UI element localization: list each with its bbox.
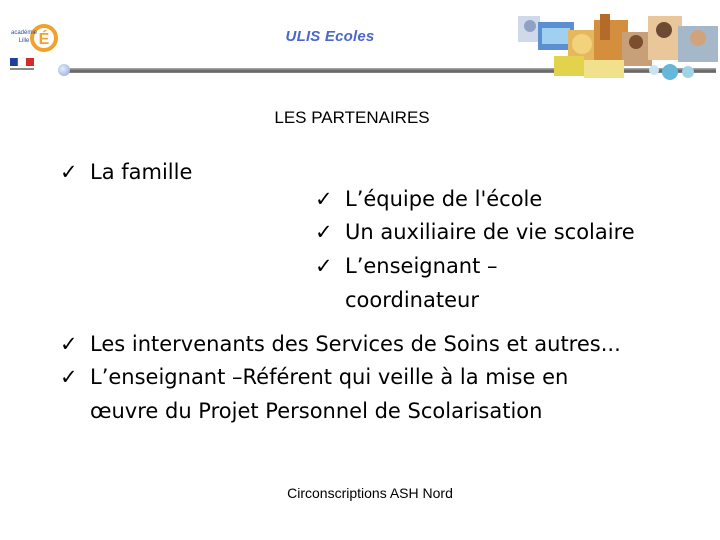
list-item-referent xyxy=(60,360,568,428)
list-item-label: L’enseignant –Référent qui veille à la mise en xyxy=(90,365,569,389)
checkmark-icon: ✓ xyxy=(315,220,333,244)
list-item-continuation: œuvre du Projet Personnel de Scolarisation xyxy=(90,399,543,423)
checkmark-icon: ✓ xyxy=(60,160,78,184)
academie-logo-icon xyxy=(4,14,60,78)
photo-collage-icon xyxy=(518,10,718,82)
list-item-label: Un auxiliaire de vie scolaire xyxy=(345,220,635,244)
checkmark-icon: ✓ xyxy=(315,254,333,278)
list-item-auxiliaire xyxy=(315,215,635,249)
list-item-label: La famille xyxy=(90,160,193,184)
academie-logo xyxy=(4,14,60,78)
header-title: ULIS Ecoles xyxy=(285,28,375,45)
header-photo-collage xyxy=(518,10,718,82)
list-item-enseignant xyxy=(315,249,498,317)
list-item-intervenants xyxy=(60,327,621,361)
list-item-famille xyxy=(60,155,192,189)
list-item-continuation: coordinateur xyxy=(345,288,479,312)
list-item-label: Les intervenants des Services de Soins et autres... xyxy=(90,332,621,356)
checkmark-icon: ✓ xyxy=(60,365,78,389)
checkmark-icon: ✓ xyxy=(315,187,333,211)
section-title: LES PARTENAIRES xyxy=(274,108,430,127)
list-item-equipe xyxy=(315,182,542,216)
logo-bottom-text: Lille xyxy=(18,38,30,44)
footer-text: Circonscriptions ASH Nord xyxy=(287,485,453,501)
list-item-label: L’enseignant – xyxy=(345,254,498,278)
list-item-label: L’équipe de l'école xyxy=(345,187,543,211)
logo-top-text: académie xyxy=(10,30,38,36)
checkmark-icon: ✓ xyxy=(60,332,78,356)
magnifier-icon xyxy=(58,64,70,76)
logo-letter: É xyxy=(38,31,50,48)
